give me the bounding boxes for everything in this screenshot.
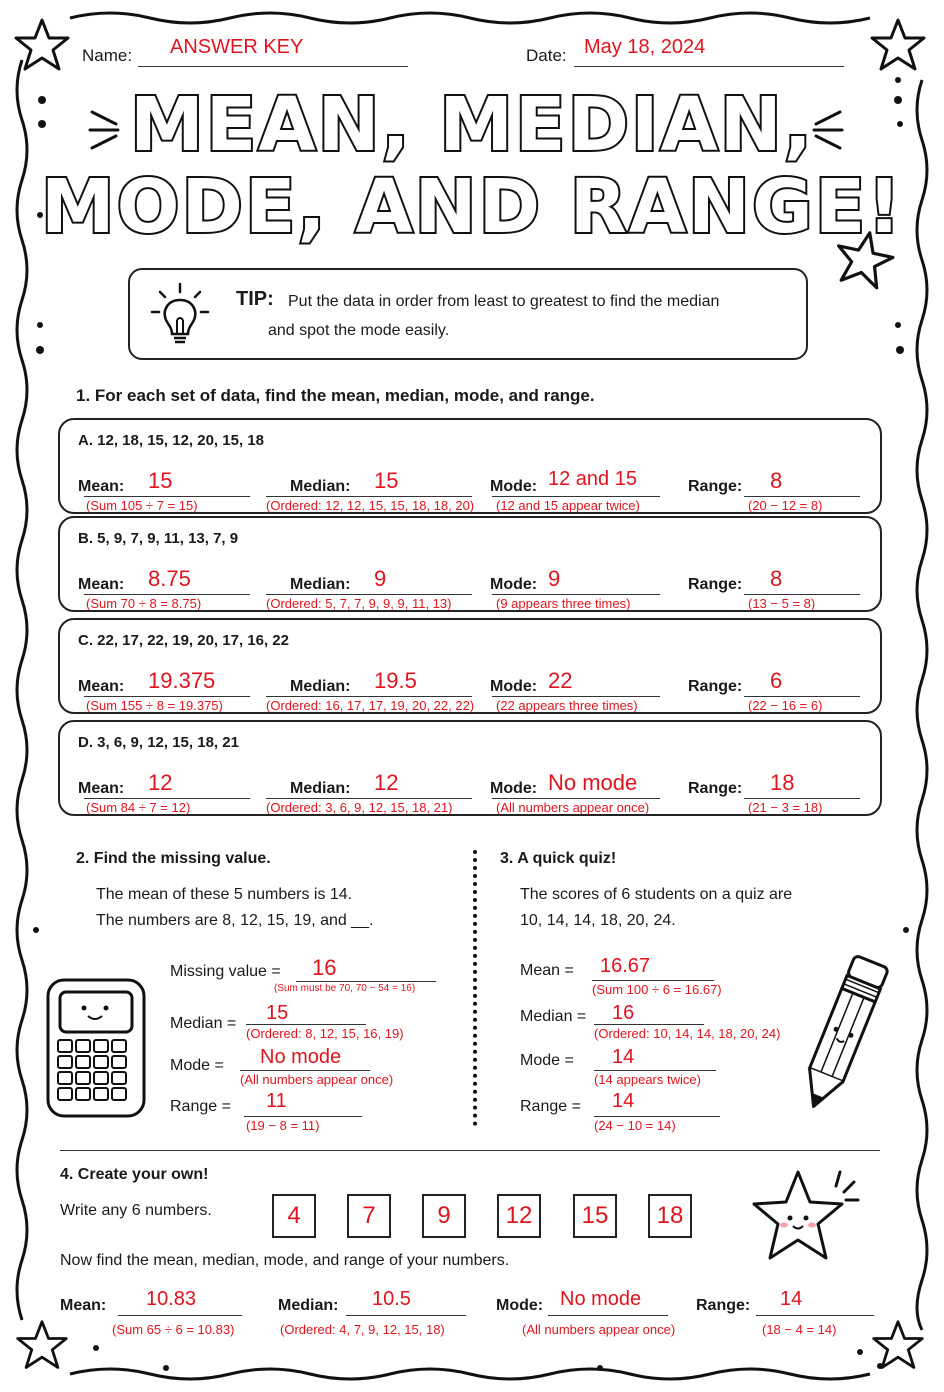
q3-text-line-1: The scores of 6 students on a quiz are: [520, 886, 793, 903]
range-answer-line: [744, 696, 860, 697]
median-answer-line: [266, 496, 472, 497]
q2-median-label: Median =: [170, 1015, 237, 1032]
data-set-title: C. 22, 17, 22, 19, 20, 17, 16, 22: [78, 632, 289, 649]
mode-answer-line: [492, 798, 660, 799]
mean-work-note: (Sum 105 ÷ 7 = 15): [86, 498, 198, 513]
median-work-note: (Ordered: 16, 17, 17, 19, 20, 22, 22): [266, 698, 475, 713]
q3-range-value[interactable]: 14: [612, 1090, 635, 1112]
range-work-note: (22 − 16 = 6): [748, 698, 823, 713]
pencil-icon: [794, 950, 890, 1122]
q4-mean-note: (Sum 65 ÷ 6 = 10.83): [112, 1322, 235, 1337]
q2-range-note: (19 − 8 = 11): [246, 1118, 320, 1133]
data-set-title: D. 3, 6, 9, 12, 15, 18, 21: [78, 734, 239, 751]
mean-answer-line: [84, 798, 250, 799]
median-label: Median:: [290, 678, 351, 695]
q4-median-note: (Ordered: 4, 7, 9, 12, 15, 18): [280, 1322, 445, 1337]
mode-answer-line: [492, 594, 660, 595]
mode-work-note: (12 and 15 appear twice): [496, 498, 640, 513]
q3-range-line: [594, 1116, 720, 1117]
range-answer[interactable]: 8: [770, 566, 783, 591]
median-work-note: (Ordered: 3, 6, 9, 12, 15, 18, 21): [266, 800, 453, 815]
q3-median-line: [594, 1024, 704, 1025]
section-separator: [60, 1150, 880, 1151]
median-work-note: (Ordered: 12, 12, 15, 15, 18, 18, 20): [266, 498, 475, 513]
range-answer[interactable]: 18: [770, 770, 795, 795]
q4-mode-value[interactable]: No mode: [560, 1288, 642, 1310]
mode-label: Mode:: [490, 678, 538, 695]
q3-median-label: Median =: [520, 1008, 587, 1025]
star-icon: [12, 16, 72, 76]
q3-text-line-2: 10, 14, 14, 18, 20, 24.: [520, 912, 676, 929]
page-title-line-2: MODE, AND RANGE!: [40, 164, 903, 250]
number-box[interactable]: 18: [648, 1194, 692, 1238]
q2-range-value[interactable]: 11: [266, 1090, 287, 1112]
name-label: Name:: [82, 46, 133, 65]
tip-box: [128, 268, 808, 360]
range-label: Range:: [688, 678, 743, 695]
q3-median-note: (Ordered: 10, 14, 14, 18, 20, 24): [594, 1026, 781, 1041]
q4-range-note: (18 − 4 = 14): [762, 1322, 837, 1337]
smiling-star-icon: [742, 1164, 866, 1272]
median-answer[interactable]: 15: [374, 468, 399, 493]
q3-mode-label: Mode =: [520, 1052, 574, 1069]
q2-missing-value[interactable]: 16: [312, 955, 337, 980]
range-work-note: (21 − 3 = 18): [748, 800, 823, 815]
data-set-title: A. 12, 18, 15, 12, 20, 15, 18: [78, 432, 264, 449]
q4-instruction: Now find the mean, median, mode, and range of your numbers.: [60, 1252, 510, 1269]
q3-mean-line: [592, 980, 714, 981]
median-label: Median:: [290, 576, 351, 593]
column-divider: [473, 850, 477, 1126]
mode-work-note: (All numbers appear once): [496, 800, 650, 815]
q3-range-note: (24 − 10 = 14): [594, 1118, 676, 1133]
mode-answer-line: [492, 496, 660, 497]
q2-mode-line: [240, 1070, 370, 1071]
q2-median-note: (Ordered: 8, 12, 15, 16, 19): [246, 1026, 404, 1041]
data-set-title: B. 5, 9, 7, 9, 11, 13, 7, 9: [78, 530, 239, 547]
median-label: Median:: [290, 780, 351, 797]
date-line: [574, 66, 844, 67]
mode-answer-line: [492, 696, 660, 697]
q3-heading: 3. A quick quiz!: [500, 850, 617, 867]
mean-answer-line: [84, 696, 250, 697]
mean-work-note: (Sum 70 ÷ 8 = 8.75): [86, 596, 202, 611]
range-answer[interactable]: 8: [770, 468, 783, 493]
q3-median-value[interactable]: 16: [612, 1002, 635, 1024]
q2-missing-label: Missing value =: [170, 963, 281, 980]
range-label: Range:: [688, 576, 743, 593]
star-icon: [868, 16, 928, 76]
number-box[interactable]: 7: [347, 1194, 391, 1238]
mode-label: Mode:: [490, 780, 538, 797]
q2-mode-note: (All numbers appear once): [240, 1072, 394, 1087]
q3-mean-value[interactable]: 16.67: [600, 955, 651, 977]
q2-heading: 2. Find the missing value.: [76, 850, 271, 867]
median-label: Median:: [290, 478, 351, 495]
q4-mean-label: Mean:: [60, 1297, 107, 1314]
range-answer[interactable]: 6: [770, 668, 783, 693]
q3-mode-value[interactable]: 14: [612, 1046, 635, 1068]
mean-work-note: (Sum 155 ÷ 8 = 19.375): [86, 698, 223, 713]
range-work-note: (13 − 5 = 8): [748, 596, 816, 611]
mean-label: Mean:: [78, 576, 125, 593]
q2-missing-line: [296, 981, 436, 982]
median-work-note: (Ordered: 5, 7, 7, 9, 9, 9, 11, 13): [266, 596, 452, 611]
tip-text-line-2: and spot the mode easily.: [268, 322, 450, 339]
name-value[interactable]: ANSWER KEY: [170, 36, 304, 58]
q2-missing-note: (Sum must be 70, 70 − 54 = 16): [274, 983, 416, 994]
q4-range-line: [756, 1315, 874, 1316]
mean-answer[interactable]: 8.75: [148, 566, 191, 591]
q4-mode-note: (All numbers appear once): [522, 1322, 676, 1337]
range-label: Range:: [688, 780, 743, 797]
q4-heading: 4. Create your own!: [60, 1166, 209, 1183]
q4-median-line: [346, 1315, 466, 1316]
mean-label: Mean:: [78, 478, 125, 495]
mean-answer[interactable]: 19.375: [148, 668, 216, 693]
mean-answer[interactable]: 12: [148, 770, 173, 795]
q4-mode-label: Mode:: [496, 1297, 544, 1314]
range-work-note: (20 − 12 = 8): [748, 498, 823, 513]
q4-prompt: Write any 6 numbers.: [60, 1202, 212, 1219]
median-answer[interactable]: 9: [374, 566, 387, 591]
median-answer-line: [266, 696, 472, 697]
mean-label: Mean:: [78, 780, 125, 797]
star-icon: [14, 1318, 70, 1374]
q3-mode-note: (14 appears twice): [594, 1072, 701, 1087]
number-box[interactable]: 9: [422, 1194, 466, 1238]
q2-text-line-1: The mean of these 5 numbers is 14.: [96, 886, 353, 903]
q4-mean-line: [118, 1315, 242, 1316]
calculator-icon: [44, 976, 148, 1120]
date-value[interactable]: May 18, 2024: [584, 36, 706, 58]
number-box[interactable]: 15: [573, 1194, 617, 1238]
q2-range-line: [244, 1116, 362, 1117]
tip-text-line-1: Put the data in order from least to greatest to find the median: [288, 293, 720, 310]
q4-mode-line: [548, 1315, 668, 1316]
mode-answer[interactable]: 9: [548, 566, 561, 591]
mode-answer[interactable]: No mode: [548, 770, 638, 795]
q2-median-value[interactable]: 15: [266, 1002, 289, 1024]
number-box[interactable]: 4: [272, 1194, 316, 1238]
mode-answer[interactable]: 12 and 15: [548, 468, 637, 490]
mode-label: Mode:: [490, 576, 538, 593]
mean-label: Mean:: [78, 678, 125, 695]
date-label: Date:: [526, 46, 567, 65]
range-answer-line: [744, 798, 860, 799]
q4-median-value[interactable]: 10.5: [372, 1288, 411, 1310]
number-box[interactable]: 12: [497, 1194, 541, 1238]
mode-work-note: (22 appears three times): [496, 698, 638, 713]
q3-mode-line: [594, 1070, 716, 1071]
q2-text-line-2: The numbers are 8, 12, 15, 19, and __.: [96, 912, 374, 929]
mode-answer[interactable]: 22: [548, 668, 573, 693]
star-icon: [870, 1318, 926, 1374]
name-line: [138, 66, 408, 67]
tip-label: TIP:: [236, 288, 274, 310]
mode-label: Mode:: [490, 478, 538, 495]
median-answer-line: [266, 594, 472, 595]
q2-mode-value[interactable]: No mode: [260, 1046, 342, 1068]
range-answer-line: [744, 496, 860, 497]
lightbulb-icon: [148, 280, 212, 350]
q2-range-label: Range =: [170, 1098, 231, 1115]
median-answer[interactable]: 12: [374, 770, 399, 795]
q4-range-value[interactable]: 14: [780, 1288, 803, 1310]
mode-work-note: (9 appears three times): [496, 596, 631, 611]
q3-mean-note: (Sum 100 ÷ 6 = 16.67): [592, 982, 722, 997]
mean-answer-line: [84, 496, 250, 497]
range-label: Range:: [688, 478, 743, 495]
range-answer-line: [744, 594, 860, 595]
q4-range-label: Range:: [696, 1297, 751, 1314]
q2-mode-label: Mode =: [170, 1057, 224, 1074]
q4-median-label: Median:: [278, 1297, 339, 1314]
q3-mean-label: Mean =: [520, 962, 574, 979]
q1-heading: 1. For each set of data, find the mean, median, mode, and range.: [76, 386, 595, 405]
page-title-line-1: MEAN, MEDIAN,: [130, 82, 814, 168]
median-answer-line: [266, 798, 472, 799]
mean-answer-line: [84, 594, 250, 595]
mean-work-note: (Sum 84 ÷ 7 = 12): [86, 800, 191, 815]
median-answer[interactable]: 19.5: [374, 668, 417, 693]
q4-mean-value[interactable]: 10.83: [146, 1288, 197, 1310]
mean-answer[interactable]: 15: [148, 468, 173, 493]
q2-median-line: [246, 1024, 366, 1025]
q3-range-label: Range =: [520, 1098, 581, 1115]
